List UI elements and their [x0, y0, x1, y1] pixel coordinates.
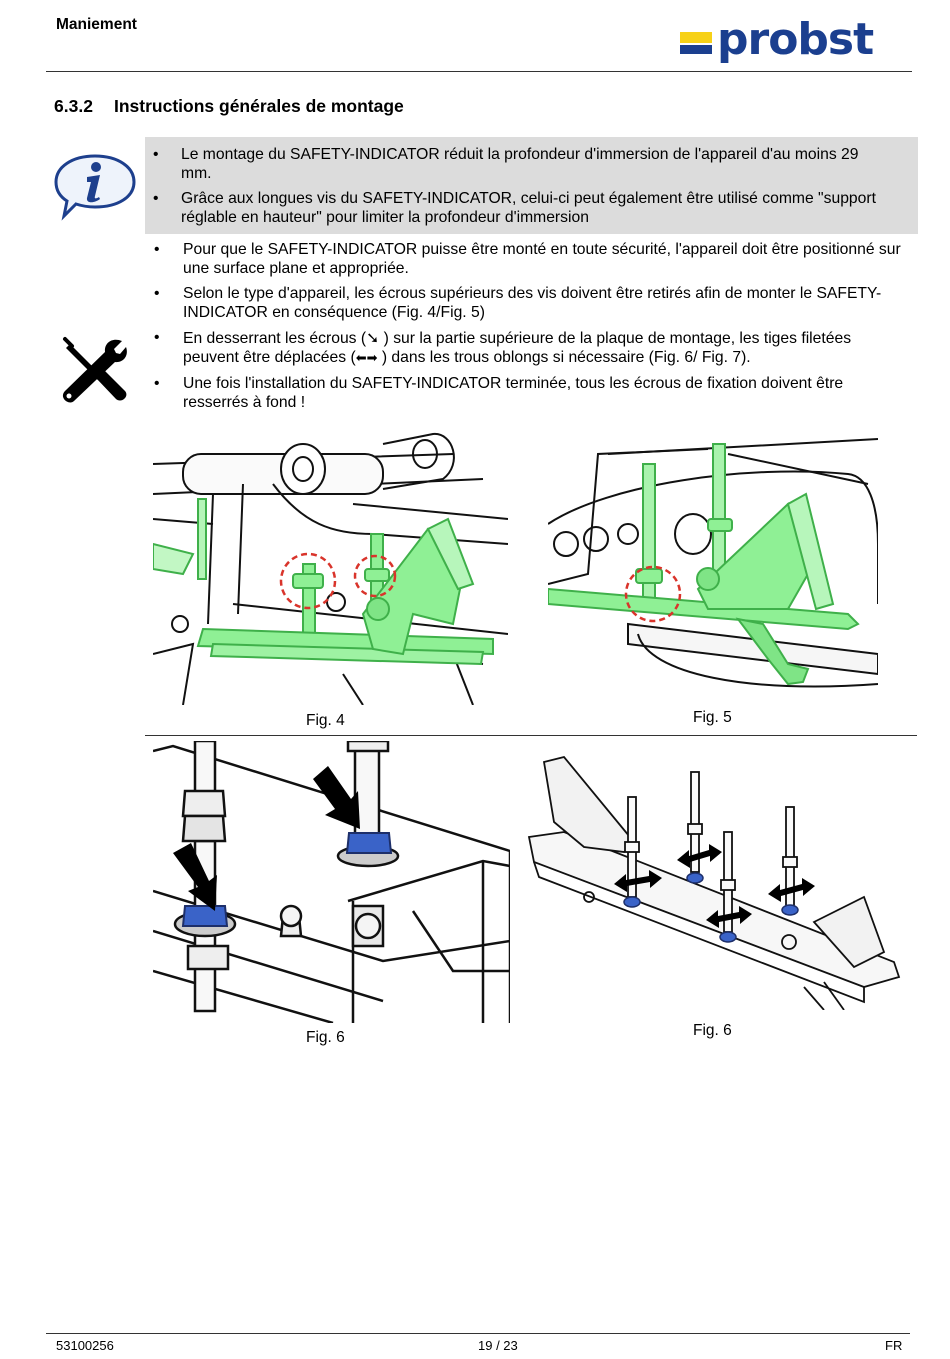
figure-6-left-caption: Fig. 6 — [306, 1029, 345, 1046]
instruction-list — [146, 240, 906, 418]
figure-divider — [145, 735, 917, 736]
info-item-immersion: • Le montage du SAFETY-INDICATOR réduit la profondeur d'immersion de l'appareil d'au moins 29 mm. — [145, 145, 885, 183]
heading-number: 6.3.2 — [54, 96, 93, 116]
footer-page-number: 19 / 23 — [478, 1338, 518, 1353]
instruction-item-loosen-nuts — [146, 328, 906, 368]
figure-6-right-image — [524, 752, 904, 1010]
instruction-text-part: ) dans les trous oblongs si nécessaire (Fig. 6/ Fig. 7). — [377, 349, 751, 366]
instruction-item-surface: • Pour que le SAFETY-INDICATOR puisse être monté en toute sécurité, l'appareil doit être positionné sur une surface plane et appropriée. — [146, 240, 906, 278]
double-arrow-icon: ⬅➡ — [355, 351, 378, 366]
instruction-text-part: ) sur la partie supérieure de la plaque de montage, les tiges filetées peuvent être déplacées ( — [183, 330, 852, 366]
section-title: Maniement — [56, 16, 137, 33]
instruction-text-part: En desserrant les écrous ( — [183, 330, 367, 347]
footer-rule — [46, 1333, 910, 1334]
info-item-height-support: • Grâce aux longues vis du SAFETY-INDICATOR, celui-ci peut également être utilisé comme "support réglable en hauteur" pour limiter la profondeur d'immersion — [145, 189, 885, 227]
info-list — [145, 145, 885, 233]
instruction-item-remove-nuts: • Selon le type d'appareil, les écrous supérieurs des vis doivent être retirés afin de monter le SAFETY-INDICATOR en conséquence (Fig. 4/Fig. 5) — [146, 284, 906, 322]
figure-6-left-image — [153, 741, 510, 1023]
logo-text: probst — [717, 14, 874, 65]
figure-6-right-caption: Fig. 6 — [693, 1022, 732, 1039]
page-heading — [54, 96, 404, 117]
header-rule — [46, 71, 912, 72]
figure-5-caption: Fig. 5 — [693, 709, 732, 726]
heading-title: Instructions générales de montage — [114, 96, 404, 116]
diagonal-arrow-icon: ➘ — [366, 328, 380, 347]
footer-doc-number: 53100256 — [56, 1338, 114, 1353]
info-speech-bubble-icon — [52, 152, 138, 222]
figure-5-image — [548, 424, 878, 704]
wrench-screwdriver-icon — [60, 335, 130, 405]
footer-language: FR — [885, 1338, 903, 1353]
logo-mark — [680, 32, 712, 54]
figure-4-caption: Fig. 4 — [306, 712, 345, 729]
probst-logo — [680, 14, 905, 70]
instruction-item-tighten: • Une fois l'installation du SAFETY-INDICATOR terminée, tous les écrous de fixation doivent être resserrés à fond ! — [146, 374, 906, 412]
figure-4-image — [153, 424, 508, 705]
